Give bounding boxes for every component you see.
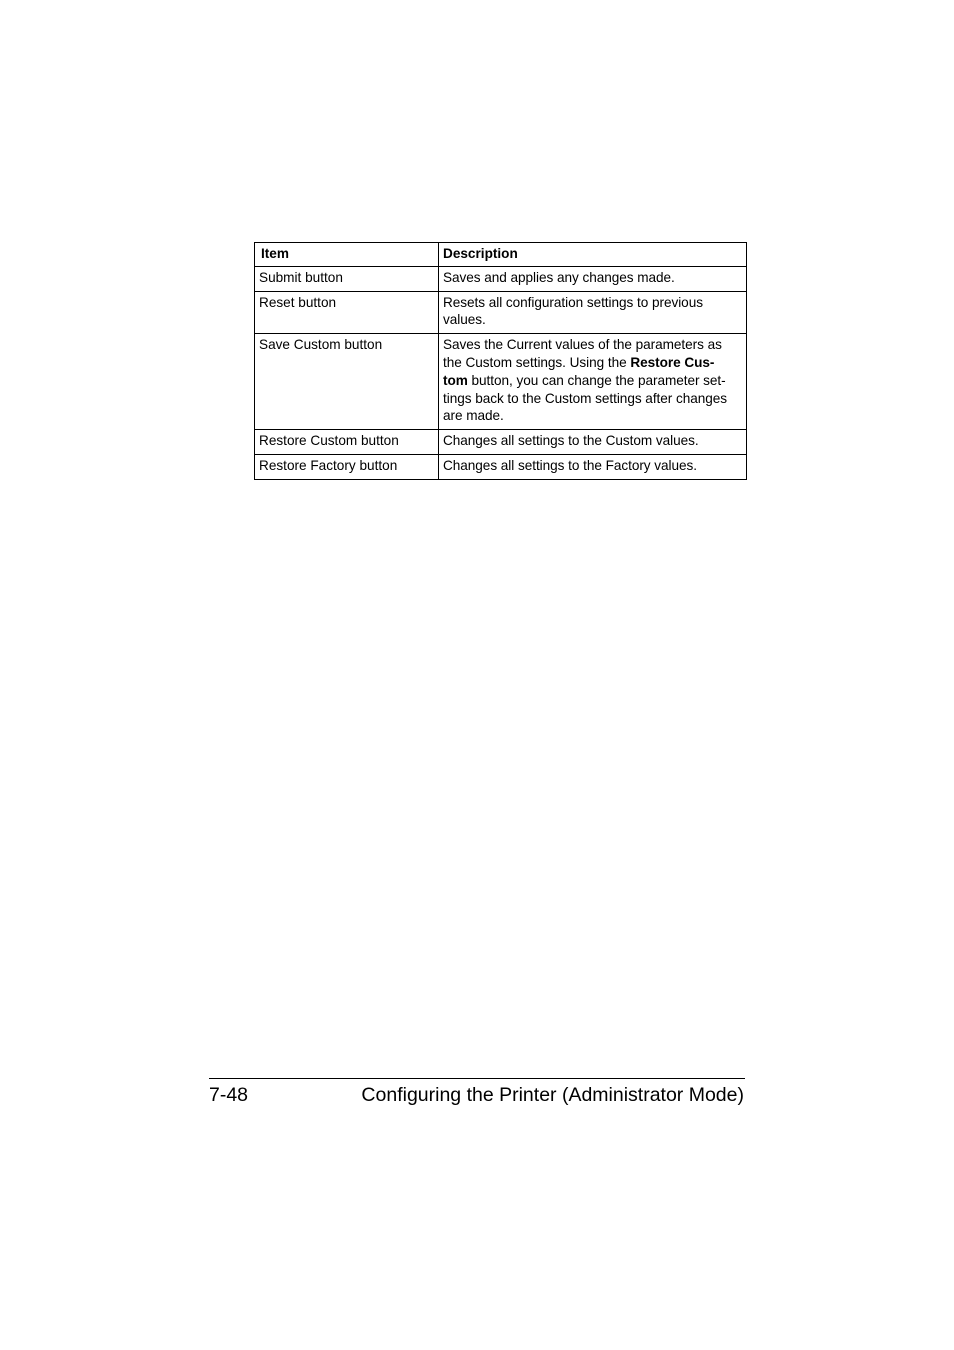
description-line: the Custom settings. Using the bbox=[443, 354, 631, 370]
table-row bbox=[255, 266, 747, 291]
item-cell: Restore Custom button bbox=[255, 430, 439, 455]
settings-buttons-table bbox=[254, 242, 747, 480]
description-cell bbox=[439, 334, 747, 430]
description-line: are made. bbox=[443, 408, 504, 424]
description-cell bbox=[439, 430, 747, 455]
column-header-description: Description bbox=[439, 243, 747, 267]
table-row bbox=[255, 334, 747, 430]
item-cell: Save Custom button bbox=[255, 334, 439, 430]
description-line: button, you can change the parameter set- bbox=[467, 372, 726, 388]
table-header-row bbox=[255, 243, 747, 267]
description-text: Saves and applies any changes made. bbox=[443, 269, 675, 285]
item-cell: Restore Factory button bbox=[255, 454, 439, 479]
description-line: Saves the Current values of the parameters as bbox=[443, 337, 722, 353]
page-number: 7-48 bbox=[209, 1084, 249, 1106]
table-row bbox=[255, 291, 747, 334]
description-text: Changes all settings to the Custom values. bbox=[443, 433, 699, 449]
description-line: values. bbox=[443, 312, 486, 328]
description-line: tings back to the Custom settings after changes bbox=[443, 390, 728, 406]
footer-divider bbox=[209, 1078, 745, 1079]
description-text: Changes all settings to the Factory values. bbox=[443, 457, 698, 473]
table-row bbox=[255, 454, 747, 479]
column-header-item: Item bbox=[255, 243, 439, 267]
table-row bbox=[255, 430, 747, 455]
description-line: Resets all configuration settings to previous bbox=[443, 294, 703, 310]
item-cell: Submit button bbox=[255, 266, 439, 291]
item-cell: Reset button bbox=[255, 291, 439, 334]
description-cell bbox=[439, 291, 747, 334]
restore-custom-bold-term: Restore Cus- bbox=[630, 354, 715, 370]
chapter-title: Configuring the Printer (Administrator Mode) bbox=[361, 1084, 744, 1106]
description-cell bbox=[439, 266, 747, 291]
restore-custom-bold-term: tom bbox=[443, 372, 468, 388]
description-cell bbox=[439, 454, 747, 479]
